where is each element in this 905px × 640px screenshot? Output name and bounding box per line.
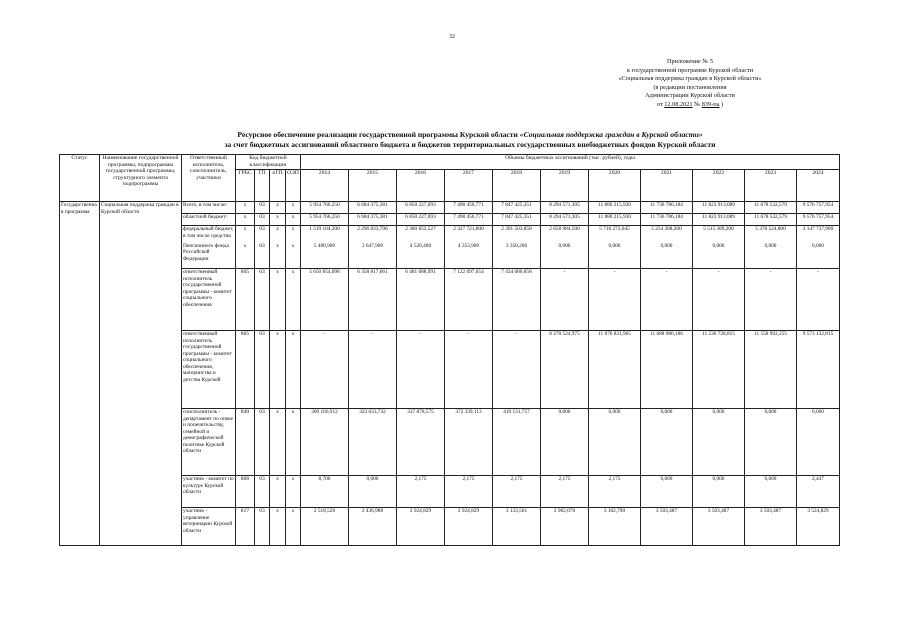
value-cell: 5 954 766,250 [301,202,349,214]
value-cell: 0,000 [641,476,693,508]
value-cell: 0,000 [693,476,745,508]
value-cell: 5 515 389,200 [693,226,745,243]
value-cell: 2 391 503,858 [493,226,541,243]
header-code: ГП [255,170,270,202]
value-cell: - [641,269,693,331]
appendix-date: 12.08.2021 [664,100,693,108]
appendix-line: Администрации Курской области [645,92,735,100]
header-year: 2015 [349,170,397,202]
value-cell: 2,175 [493,476,541,508]
value-cell: 6 850 227,093 [397,202,445,214]
value-cell: 6 481 688,991 [397,269,445,331]
program-name-cell: Социальная поддержка граждан в Курской области [100,202,182,546]
value-cell: 5 716 273,045 [589,226,641,243]
code-cell: 805 [236,269,255,331]
header-year: 2022 [693,170,745,202]
code-cell: x [270,476,286,508]
value-cell: 2 518,520 [301,508,349,546]
value-cell: 0,000 [589,243,641,269]
value-cell: 6 358 817,661 [349,269,397,331]
value-cell: 2 658 984,500 [541,226,589,243]
value-cell: 2,175 [589,476,641,508]
appendix-line: Приложение № 5 [666,58,714,65]
value-cell: 7 847 425,351 [493,214,541,226]
value-cell: 7 122 097,654 [445,269,493,331]
appendix-date-line [590,101,790,110]
value-cell: 2 924,829 [445,508,493,546]
value-cell: 5 650 854,098 [301,269,349,331]
row-label: соисполнитель - департамент по опеке и попечительству, семейной и демографической политике Курской области [182,409,236,476]
value-cell: 5 954 766,250 [301,214,349,226]
code-cell: 03 [255,214,270,226]
value-cell: 9 576 757,954 [797,202,840,214]
code-cell: x [286,226,301,243]
value-cell: 7 498 450,771 [445,202,493,214]
value-cell: 0,000 [349,476,397,508]
appendix-number: 839-па [701,100,720,108]
code-cell: 03 [255,243,270,269]
code-cell: 03 [255,476,270,508]
value-cell: 11 736 786,184 [641,214,693,226]
code-cell: 03 [255,331,270,409]
value-cell: - [445,331,493,409]
value-cell: - [693,269,745,331]
code-cell: 03 [255,508,270,546]
document-title [120,130,820,150]
value-cell: 2,175 [541,476,589,508]
value-cell: 11 823 913,089 [693,214,745,226]
code-cell: x [286,476,301,508]
value-cell: - [745,269,797,331]
header-year: 2019 [541,170,589,202]
code-cell: 03 [255,226,270,243]
value-cell: 4 353,900 [445,243,493,269]
value-cell: 0,000 [693,409,745,476]
resource-table [59,154,840,546]
value-cell: 323 033,732 [349,409,397,476]
value-cell: 11 536 728,815 [693,331,745,409]
value-cell: 0,000 [641,243,693,269]
value-cell: 11 736 786,184 [641,202,693,214]
code-cell: x [270,226,286,243]
value-cell: 3 647,900 [349,243,397,269]
value-cell: 0,000 [541,409,589,476]
value-cell: - [493,331,541,409]
header-responsible: Ответственный исполнитель, соисполнитель, участники [182,155,236,202]
value-cell: 0,000 [541,243,589,269]
row-label: областной бюджет/ [182,214,236,226]
value-cell: 2 380 852,527 [397,226,445,243]
value-cell: 2 436,988 [349,508,397,546]
value-cell: 0,000 [693,243,745,269]
code-cell: 03 [255,202,270,214]
page-number: 32 [449,34,455,40]
value-cell: - [541,269,589,331]
value-cell: 11 823 913,089 [693,202,745,214]
code-cell: x [270,508,286,546]
header-code: пГП [270,170,286,202]
title-line-2: за счет бюджетных ассигнований областного бюджета и бюджетов территориальных государственных внебюджетных фондов Курской области [224,140,716,149]
value-cell: 8 294 571,305 [541,214,589,226]
code-cell: 03 [255,269,270,331]
code-cell: x [270,214,286,226]
code-cell: x [286,269,301,331]
code-cell: x [270,202,286,214]
value-cell: 0,000 [797,243,840,269]
value-cell: 3 102,790 [589,508,641,546]
value-cell: 7 847 425,351 [493,202,541,214]
header-code-group: Код бюджетной классификации [236,155,301,170]
value-cell: 372 339,113 [445,409,493,476]
status-cell: Государственная программа [60,202,100,546]
code-cell: x [286,243,301,269]
value-cell: 8 294 571,305 [541,202,589,214]
row-label: Пенсионного фонда Российской Федерации [182,243,236,269]
value-cell: 11 880 215,930 [589,214,641,226]
value-cell: 2,447 [797,476,840,508]
value-cell: 7 434 080,858 [493,269,541,331]
row-label: ответственный исполнитель государственной программы - комитет социального обеспечения [182,269,236,331]
code-cell: 840 [236,409,255,476]
appendix-line: «Социальная поддержка граждан в Курской области» [618,75,762,83]
header-year: 2020 [589,170,641,202]
header-status: Статус [60,155,100,202]
value-cell: 0,000 [797,409,840,476]
code-cell: x [286,508,301,546]
value-cell: 410 131,757 [493,409,541,476]
value-cell: 11 558 992,255 [745,331,797,409]
value-cell: 11 678 532,579 [745,202,797,214]
value-cell: 3 147 737,900 [797,226,840,243]
value-cell: 3 524,829 [797,508,840,546]
title-program-name: «Социальная поддержка граждан в Курской области» [519,130,703,139]
row-label: Всего, в том числе: [182,202,236,214]
header-year: 2024 [797,170,840,202]
value-cell: - [589,269,641,331]
value-cell: 0,000 [745,243,797,269]
appendix-date-suffix: ) [721,100,724,108]
value-cell: 8,700 [301,476,349,508]
appendix-line: (в редакции постановления [653,83,727,91]
value-cell: 0,000 [589,409,641,476]
value-cell: 11 880 215,930 [589,202,641,214]
table-row [60,202,840,214]
value-cell: 337 878,575 [397,409,445,476]
header-year: 2014 [301,170,349,202]
value-cell: 0,000 [745,409,797,476]
title-part-1: Ресурсное обеспечение реализации государственной программы Курской области [237,130,518,139]
code-cell: x [236,226,255,243]
header-name: Наименование государственной программы, подпрограммы государственной программы, структурного элемента подпрограммы [100,155,182,202]
header-volume: Объемы бюджетных ассигнований (тыс. рублей), годы [301,155,840,170]
header-code: ГРБС [236,170,255,202]
value-cell: 2 296 833,796 [349,226,397,243]
code-cell: x [236,243,255,269]
value-cell: 5 254 368,200 [641,226,693,243]
value-cell: 2 327 721,800 [445,226,493,243]
value-cell: 1 519 104,200 [301,226,349,243]
value-cell: 8 278 524,975 [541,331,589,409]
value-cell: 9 573 132,815 [797,331,840,409]
value-cell: - [397,331,445,409]
value-cell: 300 166,912 [301,409,349,476]
header-year: 2017 [445,170,493,202]
code-cell: x [270,269,286,331]
value-cell: 3 503,487 [745,508,797,546]
value-cell: 0,000 [641,409,693,476]
row-label: ответственный исполнитель государственной программы - комитет социального обеспечения, материнства и детства Курской [182,331,236,409]
code-cell: x [286,331,301,409]
code-cell: x [286,202,301,214]
value-cell: 7 498 450,771 [445,214,493,226]
value-cell: 2 982,078 [541,508,589,546]
code-cell: 805 [236,331,255,409]
value-cell: 9 576 757,954 [797,214,840,226]
appendix-date-prefix: от [656,100,663,108]
code-cell: 817 [236,508,255,546]
value-cell: 5 480,900 [301,243,349,269]
row-label: федеральный бюджет, в том числе средства [182,226,236,243]
value-cell: - [301,331,349,409]
value-cell: 3 503,487 [641,508,693,546]
code-cell: 03 [255,409,270,476]
value-cell: 3 350,200 [493,243,541,269]
value-cell: 3 133,561 [493,508,541,546]
appendix-line: к государственной программе Курской области [626,66,754,74]
code-cell: x [286,409,301,476]
appendix-number-sign: № [694,100,701,108]
value-cell: 6 850 227,093 [397,214,445,226]
value-cell: 2 924,829 [397,508,445,546]
code-cell: x [270,331,286,409]
title-line-1 [120,130,820,140]
header-year: 2018 [493,170,541,202]
value-cell: 0,000 [745,476,797,508]
value-cell: 2,175 [397,476,445,508]
value-cell: 11 876 831,965 [589,331,641,409]
value-cell: 2,175 [445,476,493,508]
value-cell: - [797,269,840,331]
value-cell: 6 684 375,381 [349,202,397,214]
code-cell: x [270,243,286,269]
value-cell: 4 520,400 [397,243,445,269]
header-year: 2023 [745,170,797,202]
code-cell: 806 [236,476,255,508]
value-cell: 3 503,487 [693,508,745,546]
row-label: участник - управление ветеринарии Курской области [182,508,236,546]
row-label: участник - комитет по культуре Курской области [182,476,236,508]
code-cell: x [270,409,286,476]
header-code: ОЭП [286,170,301,202]
header-year: 2016 [397,170,445,202]
code-cell: x [236,214,255,226]
code-cell: x [236,202,255,214]
code-cell: x [286,214,301,226]
value-cell: 11 688 986,186 [641,331,693,409]
value-cell: 5 378 524,800 [745,226,797,243]
header-year: 2021 [641,170,693,202]
value-cell: - [349,331,397,409]
value-cell: 11 678 532,579 [745,214,797,226]
value-cell: 6 684 375,381 [349,214,397,226]
appendix-header [590,58,790,110]
